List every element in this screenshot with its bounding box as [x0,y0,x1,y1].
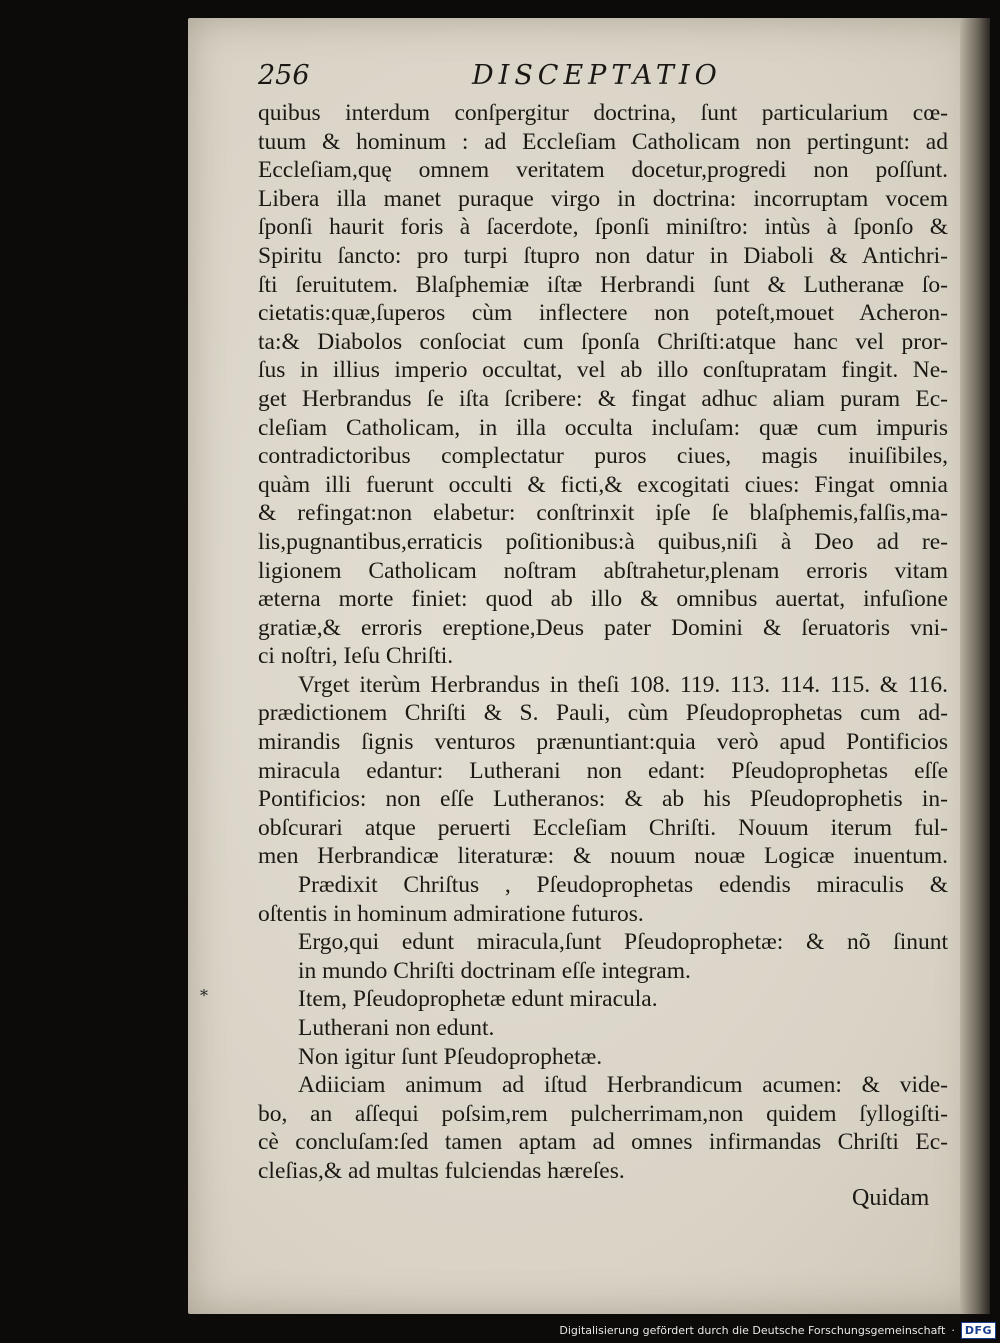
text-line: tuum & hominum : ad Eccleſiam Catholicam non pertingunt: ad [258,128,948,155]
text-line: miracula edantur: Lutherani non edant: Pſeudoprophetas eſſe [258,757,948,784]
text-line: prædictionem Chriſti & S. Pauli, cùm Pſeudoprophetas cum ad- [258,700,948,727]
text-line: cè concluſam:ſed tamen aptam ad omnes infirmandas Chriſti Ec- [258,1129,948,1156]
text-line: lis,pugnantibus,erraticis poſitionibus:à quibus,niſi à Deo ad re- [258,528,948,555]
book-spine-shadow [960,18,990,1314]
text-line: ligionem Catholicam noſtram abſtrahetur,plenam erroris vitam [258,557,948,584]
text-line: obſcurari atque peruerti Eccleſiam Chriſti. Nouum iterum ful- [258,814,948,841]
text-line: ta:& Diabolos conſociat cum ſponſa Chriſti:atque hanc vel pror- [258,328,948,355]
text-line: Pontificios: non eſſe Lutheranos: & ab his Pſeudoprophetis in- [258,786,948,813]
text-line: Libera illa manet puraque virgo in doctrina: incorruptam vocem [258,185,948,212]
text-line: ci noſtri, Ieſu Chriſti. [258,643,454,670]
catchword: Quidam [852,1185,930,1211]
text-line: cleſias,& ad multas fulciendas hæreſes. [258,1157,625,1184]
text-line: cietatis:quæ,ſuperos cùm inflectere non poteſt,mouet Acheron- [258,300,948,327]
text-line: oſtentis in hominum admiratione futuros. [258,900,644,927]
text-line: Adiiciam animum ad iſtud Herbrandicum acumen: & vide- [298,1072,948,1099]
text-line: cleſiam Catholicam, in illa occulta incluſam: quæ cum impuris [258,414,948,441]
text-line: in mundo Chriſti doctrinam eſſe integram. [298,957,691,984]
text-line: ſti ſeruitutem. Blaſphemiæ iſtæ Herbrandi ſunt & Lutheranæ ſo- [258,271,948,298]
text-line: Ergo,qui edunt miracula,ſunt Pſeudoprophetæ: & nõ ſinunt [298,929,948,956]
text-line: ſus in illius imperio occultat, vel ab illo conſtupratam fingit. Ne- [258,357,948,384]
dfg-logo-icon: DFG [961,1322,996,1339]
text-line: quàm illi fuerunt occulti & ficti,& excogitati ciues: Fingat omnia [258,471,948,498]
marginal-asterisk-icon: * [200,986,208,1005]
page-header [258,60,978,100]
text-line: Eccleſiam,quę omnem veritatem docetur,progredi non poſſunt. [258,157,948,184]
page-number: 256 [258,60,310,91]
digitization-footer: Digitalisierung gefördert durch die Deutsche Forschungsgemeinschaft · DFG [559,1321,996,1339]
text-line: Lutherani non edunt. [298,1015,495,1041]
text-line: Vrget iterùm Herbrandus in theſi 108. 119. 113. 114. 115. & 116. [298,671,948,698]
text-line: bo, an aſſequi poſsim,rem pulcherrimam,non quidem ſyllogiſti- [258,1100,948,1127]
text-line: gratiæ,& erroris ereptione,Deus pater Domini & ſeruatoris vni- [258,614,948,641]
running-head: DISCEPTATIO [472,60,722,91]
text-line: contradictoribus complectatur puros ciues, magis inuiſibiles, [258,443,948,470]
text-line: æterna morte finiet: quod ab illo & omnibus auertat, infuſione [258,586,948,613]
text-line: Spiritu ſancto: pro turpi ſtupro non datur in Diaboli & Antichri- [258,242,948,269]
text-line: men Herbrandicæ literaturæ: & nouum nouæ Logicæ inuentum. [258,843,948,870]
text-line: & refingat:non elabetur: conſtrinxit ipſe ſe blaſphemis,falſis,ma- [258,500,948,527]
text-line: Non igitur ſunt Pſeudoprophetæ. [298,1043,603,1070]
text-line: Item, Pſeudoprophetæ edunt miracula. [298,986,658,1013]
text-line: quibus interdum conſpergitur doctrina, ſunt particularium cœ- [258,100,948,126]
text-line: ſponſi haurit foris à ſacerdote, ſponſi miniſtro: intùs à ſponſo & [258,214,948,241]
text-line: get Herbrandus ſe iſta ſcribere: & fingat adhuc aliam puram Ec- [258,385,948,412]
body-text [258,99,948,1186]
text-line: Prædixit Chriſtus , Pſeudoprophetas edendis miraculis & [298,872,948,899]
text-line: mirandis ſignis venturos prænuntiant:quia verò apud Pontificios [258,729,948,756]
footer-credit: Digitalisierung gefördert durch die Deutsche Forschungsgemeinschaft [559,1323,946,1337]
